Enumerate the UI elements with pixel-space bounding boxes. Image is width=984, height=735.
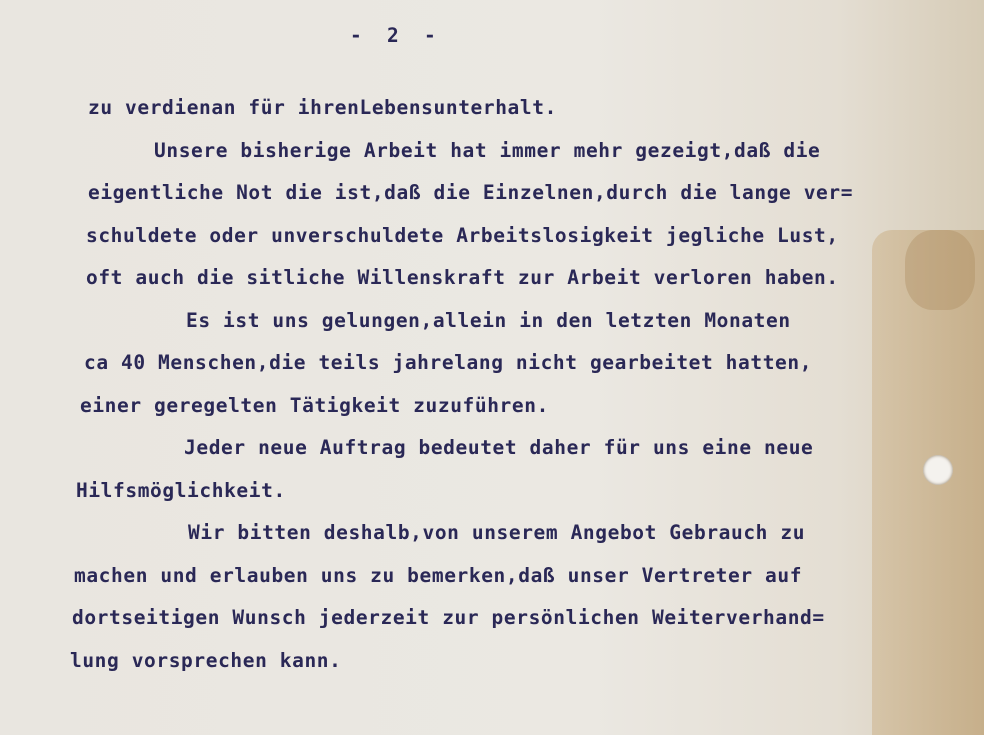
text-line: ca 40 Menschen,die teils jahrelang nicht gearbeitet hatten, [84, 351, 813, 374]
punch-hole [923, 455, 953, 485]
text-line: Wir bitten deshalb,von unserem Angebot Gebrauch zu [114, 521, 806, 544]
water-stain-spot [905, 230, 975, 310]
text-line: oft auch die sitliche Willenskraft zur Arbeit verloren haben. [86, 266, 839, 289]
text-line: Es ist uns gelungen,allein in den letzten Monaten [112, 309, 791, 332]
text-line: schuldete oder unverschuldete Arbeitslosigkeit jegliche Lust, [86, 224, 839, 247]
page-number: - 2 - [350, 24, 437, 47]
text-line: dortseitigen Wunsch jederzeit zur persönlichen Weiterverhand= [72, 606, 825, 629]
text-line: Jeder neue Auftrag bedeutet daher für uns eine neue [110, 436, 814, 459]
text-line: machen und erlauben uns zu bemerken,daß unser Vertreter auf [74, 564, 803, 587]
text-line: zu verdienan für ihrenLebensunterhalt. [88, 96, 557, 119]
text-line: eigentliche Not die ist,daß die Einzelnen,durch die lange ver= [88, 181, 854, 204]
text-line: Hilfsmöglichkeit. [76, 479, 286, 502]
text-line: lung vorsprechen kann. [70, 649, 342, 672]
text-line: einer geregelten Tätigkeit zuzuführen. [80, 394, 549, 417]
text-line: Unsere bisherige Arbeit hat immer mehr gezeigt,daß die [80, 139, 821, 162]
